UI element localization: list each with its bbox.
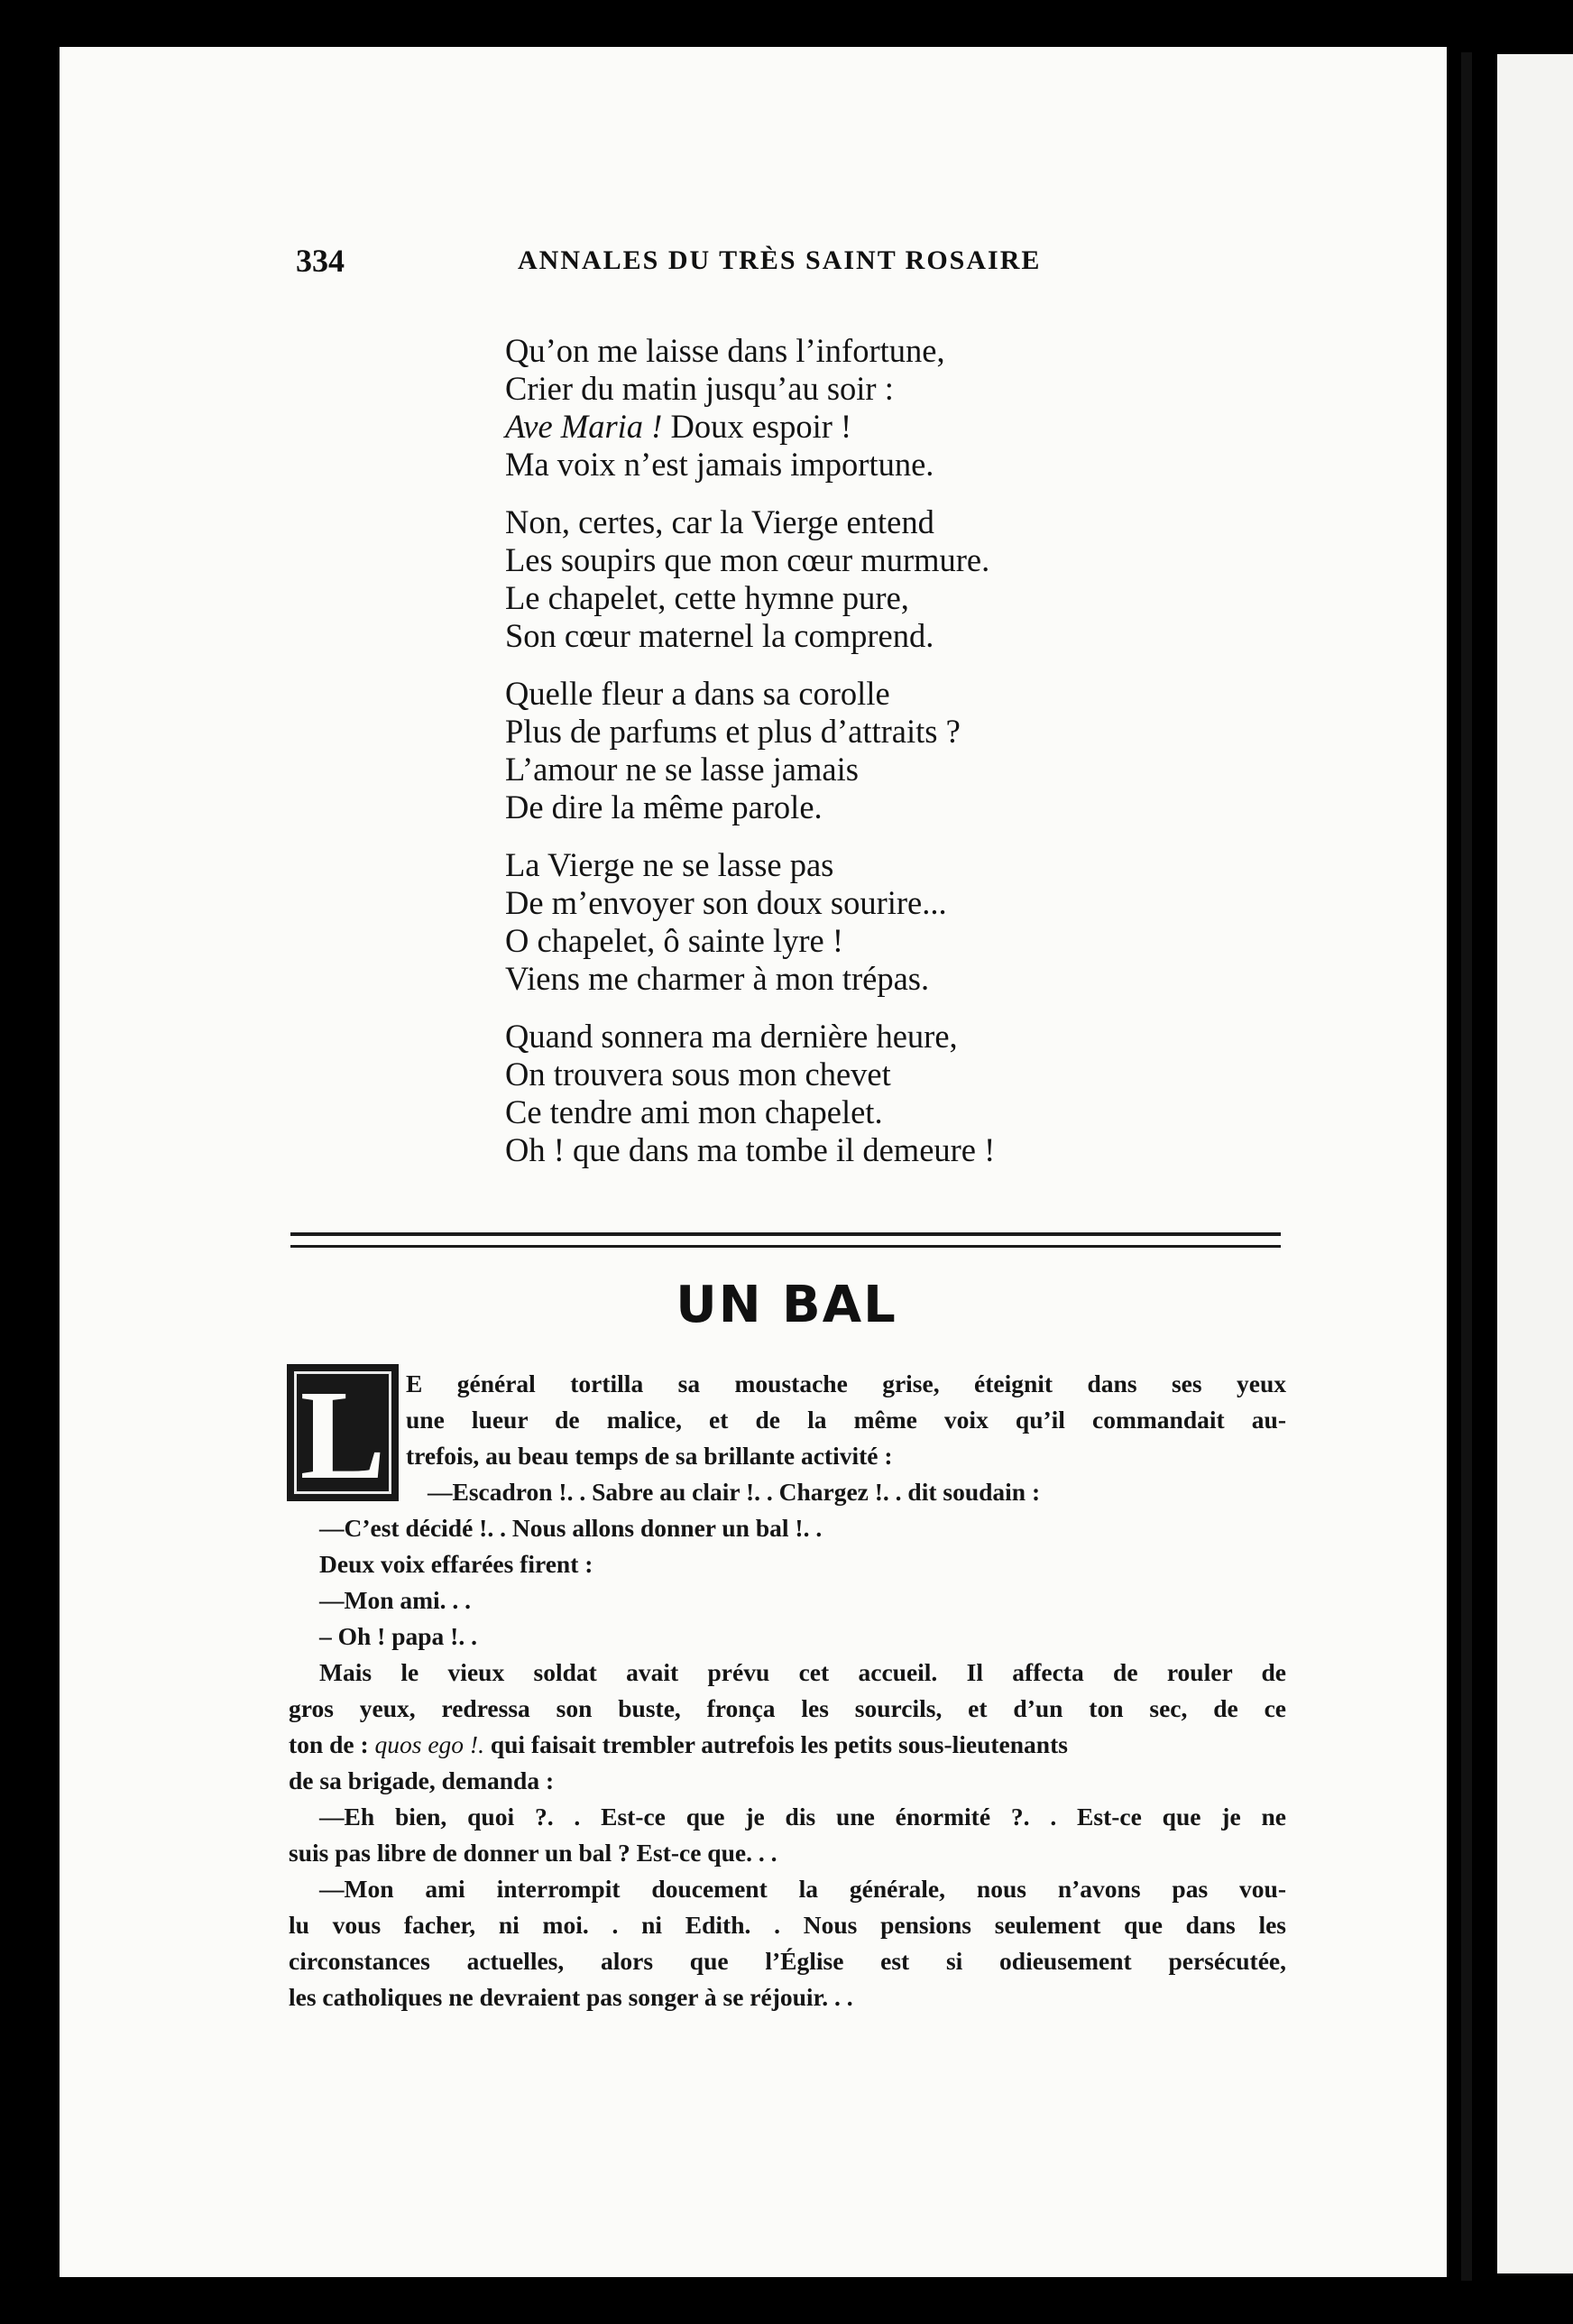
verse-line: Qu’on me laisse dans l’infortune, (505, 332, 945, 369)
verse-line: Les soupirs que mon cœur murmure. (505, 541, 990, 578)
next-page-edge (1497, 54, 1573, 2273)
verse-line: Quand sonnera ma dernière heure, (505, 1018, 958, 1055)
stanza-2 (505, 503, 1191, 655)
verse-line: Ce tendre ami mon chapelet. (505, 1093, 883, 1130)
paragraph-line: —Escadron !. . Sabre au clair !. . Chargez !. . dit soudain : (428, 1478, 1041, 1506)
paragraph-line: les catholiques ne devraient pas songer à se réjouir. . . (289, 1983, 853, 2011)
paragraph-line: une lueur de malice, et de la même voix qu’il commandait au- (406, 1406, 1286, 1434)
paragraph-line: Mais le vieux soldat avait prévu cet accueil. Il affecta de rouler de (319, 1658, 1286, 1686)
paragraph-line: circonstances actuelles, alors que l’Église est si odieusement persécutée, (289, 1947, 1286, 1975)
paragraph-line: E général tortilla sa moustache grise, éteignit dans ses yeux (406, 1370, 1286, 1397)
paragraph-line: —C’est décidé !. . Nous allons donner un bal !. . (319, 1514, 823, 1542)
drop-cap-letter: L (299, 1363, 386, 1506)
stanza-5 (505, 1018, 1191, 1169)
verse-line: L’amour ne se lasse jamais (505, 751, 859, 788)
verse-line: O chapelet, ô sainte lyre ! (505, 922, 843, 959)
verse-line: Le chapelet, cette hymne pure, (505, 579, 909, 616)
stanza-1 (505, 332, 1191, 484)
poem (505, 332, 1191, 1189)
verse-line-mixed (505, 408, 1191, 446)
verse-line: Crier du matin jusqu’au soir : (505, 370, 894, 407)
verse-line: Plus de parfums et plus d’attraits ? (505, 713, 961, 750)
verse-line: Viens me charmer à mon trépas. (505, 960, 930, 997)
paragraph-line: lu vous facher, ni moi. . ni Edith. . Nous pensions seulement que dans les (289, 1911, 1286, 1939)
page-number: 334 (296, 243, 345, 279)
paragraph-line: de sa brigade, demanda : (289, 1766, 555, 1794)
latin-phrase: quos ego !. (374, 1730, 484, 1758)
paragraph-line: —Mon ami. . . (319, 1586, 472, 1614)
paragraph-line: —Eh bien, quoi ?. . Est-ce que je dis une énormité ?. . Est-ce que je ne (319, 1803, 1286, 1831)
journal-title: ANNALES DU TRÈS SAINT ROSAIRE (518, 245, 1042, 275)
running-head (296, 242, 1288, 287)
verse-line: La Vierge ne se lasse pas (505, 846, 834, 883)
verse-line-rest: Doux espoir ! (662, 408, 852, 445)
paragraph-line: trefois, au beau temps de sa brillante activité : (406, 1442, 893, 1470)
stanza-4 (505, 846, 1191, 998)
verse-line: De m’envoyer son doux sourire... (505, 884, 947, 921)
paragraph-line: Deux voix effarées firent : (319, 1550, 593, 1578)
book-gutter (1461, 52, 1472, 2281)
verse-line: Son cœur maternel la comprend. (505, 617, 934, 654)
line-start: ton de : (289, 1730, 375, 1758)
paragraph-line: suis pas libre de donner un bal ? Est-ce que. . . (289, 1839, 777, 1867)
verse-line: Ma voix n’est jamais importune. (505, 446, 934, 483)
verse-line: Non, certes, car la Vierge entend (505, 503, 934, 540)
section-divider (290, 1232, 1281, 1248)
paragraph-line: —Mon ami interrompit doucement la générale, nous n’avons pas vou- (319, 1875, 1286, 1903)
article-title: UN BAL (676, 1276, 897, 1334)
verse-line: On trouvera sous mon chevet (505, 1056, 891, 1093)
verse-line: De dire la même parole. (505, 788, 823, 825)
italic-phrase: Ave Maria ! (505, 408, 663, 445)
paragraph-line-mixed (289, 1727, 1286, 1763)
paragraph-line: – Oh ! papa !. . (319, 1622, 477, 1650)
verse-line: Oh ! que dans ma tombe il demeure ! (505, 1131, 996, 1168)
paragraph-line: gros yeux, redressa son buste, fronça les sourcils, et d’un ton sec, de ce (289, 1694, 1286, 1722)
article-body (289, 1363, 1286, 2015)
line-rest: qui faisait trembler autrefois les petits sous-lieutenants (483, 1730, 1068, 1758)
stanza-3 (505, 675, 1191, 826)
verse-line: Quelle fleur a dans sa corolle (505, 675, 890, 712)
